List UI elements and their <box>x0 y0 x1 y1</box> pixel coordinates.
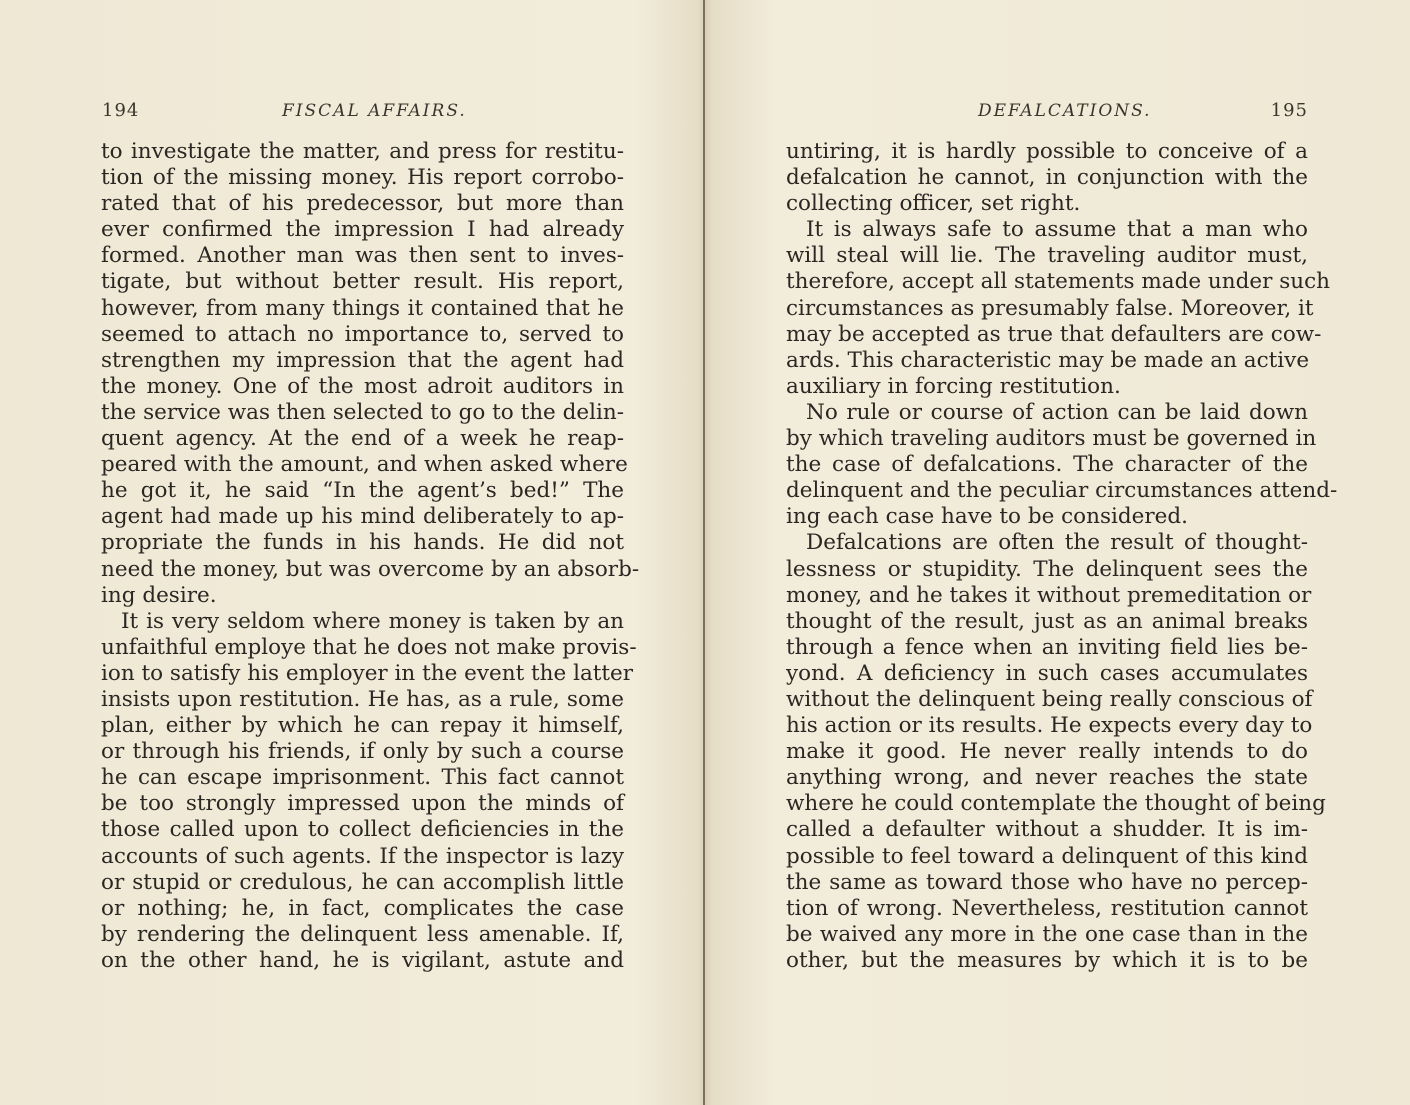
right-body-text <box>786 139 1338 974</box>
text-line: thought of the result, just as an animal breaks <box>786 608 1308 634</box>
text-line: make it good. He never really intends to do <box>786 739 1308 765</box>
text-line: ion to satisfy his employer in the event the latter <box>101 660 634 686</box>
text-line: be waived any more in the one case than in the <box>786 921 1308 947</box>
text-line: propriate the funds in his hands. He did not <box>101 530 624 556</box>
text-line: Defalcations are often the result of thought- <box>806 530 1308 556</box>
text-line: circumstances as presumably false. Moreover, it <box>786 295 1314 321</box>
text-line: unfaithful employe that he does not make provis- <box>101 634 637 660</box>
text-line: auxiliary in forcing restitution. <box>786 373 1121 399</box>
text-line: ing each case have to be considered. <box>786 504 1188 530</box>
text-line: It is very seldom where money is taken by an <box>121 608 624 634</box>
text-line: may be accepted as true that defaulters are cow- <box>786 321 1322 347</box>
right-page-number: 195 <box>1270 100 1308 121</box>
text-line: will steal will lie. The traveling auditor must, <box>786 243 1308 269</box>
text-line: ever confirmed the impression I had already <box>101 217 624 243</box>
text-line: the same as toward those who have no percep- <box>786 869 1308 895</box>
text-line: seemed to attach no importance to, served to <box>101 321 624 347</box>
text-line: called a defaulter without a shudder. It is im- <box>786 817 1308 843</box>
left-running-head <box>102 96 622 126</box>
text-line: the service was then selected to go to the delin- <box>101 399 624 425</box>
text-line: money, and he takes it without premeditation or <box>786 582 1312 608</box>
text-line: strengthen my impression that the agent had <box>101 347 624 373</box>
text-line: possible to feel toward a delinquent of this kind <box>786 843 1308 869</box>
text-line: ing desire. <box>101 582 217 608</box>
text-line: however, from many things it contained that he <box>101 295 624 321</box>
text-line: delinquent and the peculiar circumstances attend- <box>786 478 1338 504</box>
text-line: therefore, accept all statements made under such <box>786 269 1330 295</box>
text-line: or nothing; he, in fact, complicates the case <box>101 895 624 921</box>
text-line: ards. This characteristic may be made an active <box>786 347 1310 373</box>
text-line: agent had made up his mind deliberately to ap- <box>101 504 624 530</box>
text-line: quent agency. At the end of a week he reap- <box>101 426 624 452</box>
text-line: those called upon to collect deficiencies in the <box>101 817 624 843</box>
left-running-title: FISCAL AFFAIRS. <box>282 101 467 121</box>
text-line: be too strongly impressed upon the minds of <box>101 791 624 817</box>
text-line: formed. Another man was then sent to inves- <box>101 243 624 269</box>
left-body-text <box>101 139 640 974</box>
text-line: plan, either by which he can repay it himself, <box>101 713 624 739</box>
text-line: on the other hand, he is vigilant, astute and <box>101 947 624 973</box>
text-line: yond. A deficiency in such cases accumulates <box>786 660 1308 686</box>
text-line: accounts of such agents. If the inspector is lazy <box>101 843 624 869</box>
left-page-number: 194 <box>102 100 140 121</box>
text-line: untiring, it is hardly possible to conceive of a <box>786 139 1308 164</box>
text-line: collecting officer, set right. <box>786 191 1081 217</box>
text-line: his action or its results. He expects every day to <box>786 713 1313 739</box>
text-line: he got it, he said “In the agent’s bed!” The <box>101 478 624 504</box>
text-line: defalcation he cannot, in conjunction with the <box>786 165 1308 191</box>
text-line: tion of the missing money. His report corrobo- <box>101 165 624 191</box>
text-line: the case of defalcations. The character of the <box>786 452 1308 478</box>
text-line: other, but the measures by which it is to be <box>786 947 1308 973</box>
text-line: anything wrong, and never reaches the state <box>786 765 1308 791</box>
text-line: the money. One of the most adroit auditors in <box>101 373 624 399</box>
text-line: peared with the amount, and when asked where <box>101 452 628 478</box>
text-line: through a fence when an inviting field lies be- <box>786 634 1308 660</box>
text-line: It is always safe to assume that a man who <box>806 217 1308 243</box>
text-line: tigate, but without better result. His report, <box>101 269 624 295</box>
text-line: without the delinquent being really conscious of <box>786 686 1313 712</box>
text-line: insists upon restitution. He has, as a rule, some <box>101 686 624 712</box>
text-line: or stupid or credulous, he can accomplish little <box>101 869 624 895</box>
text-line: by rendering the delinquent less amenable. If, <box>101 921 624 947</box>
right-running-title: DEFALCATIONS. <box>978 101 1152 121</box>
text-line: need the money, but was overcome by an absorb- <box>101 556 640 582</box>
text-line: tion of wrong. Nevertheless, restitution cannot <box>786 895 1308 921</box>
text-line: where he could contemplate the thought of being <box>786 791 1326 817</box>
text-line: to investigate the matter, and press for restitu- <box>101 139 624 164</box>
right-running-head <box>788 96 1308 126</box>
text-line: by which traveling auditors must be governed in <box>786 426 1317 452</box>
text-line: rated that of his predecessor, but more than <box>101 191 624 217</box>
text-line: No rule or course of action can be laid down <box>806 399 1308 425</box>
text-line: or through his friends, if only by such a course <box>101 739 624 765</box>
text-line: lessness or stupidity. The delinquent sees the <box>786 556 1308 582</box>
text-line: he can escape imprisonment. This fact cannot <box>101 765 624 791</box>
